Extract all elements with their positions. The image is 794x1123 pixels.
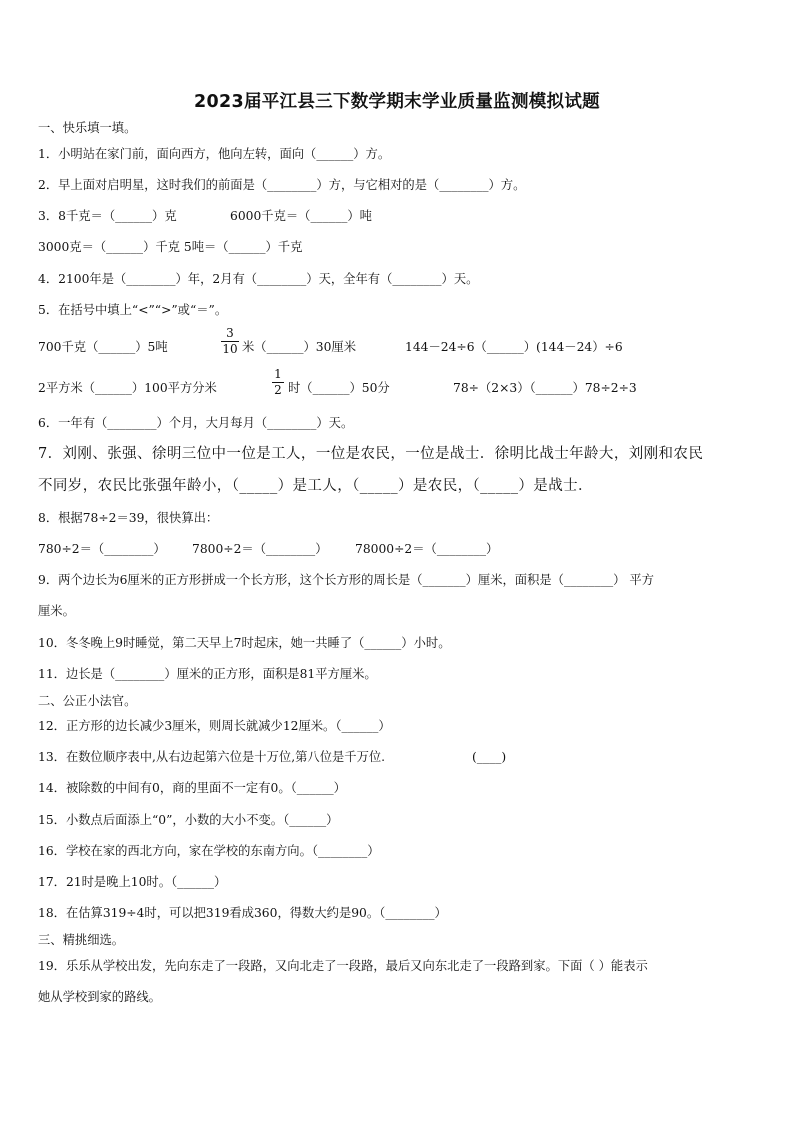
q5-row1-a: 700千克（______）5吨 xyxy=(38,340,168,354)
page-title: 2023届平江县三下数学期末学业质量监测模拟试题 xyxy=(194,92,600,112)
fraction-1-2 xyxy=(272,368,284,397)
question-1: 1．小明站在家门前，面向西方，他向左转，面向（______）方。 xyxy=(38,147,391,161)
q5-row1-c: 144－24÷6（______）(144－24）÷6 xyxy=(405,340,623,354)
question-14: 14．被除数的中间有0，商的里面不一定有0。（______） xyxy=(38,781,346,795)
question-8: 8．根据78÷2＝39，很快算出： xyxy=(38,511,219,525)
question-7-line2: 不同岁，农民比张强年龄小，（_____）是工人，（_____）是农民，（_____）是战士． xyxy=(38,478,593,494)
question-18: 18．在估算319÷4时，可以把319看成360，得数大约是90。（________） xyxy=(38,906,447,920)
question-17: 17．21时是晚上10时。（______） xyxy=(38,875,227,889)
q5-row2-c: 78÷（2×3）（______）78÷2÷3 xyxy=(453,381,637,395)
question-6: 6．一年有（________）个月，大月每月（________）天。 xyxy=(38,416,354,430)
q8-part-a: 780÷2＝（________） xyxy=(38,542,166,556)
question-2: 2．早上面对启明星，这时我们的前面是（________）方，与它相对的是（________）方。 xyxy=(38,178,526,192)
fraction-numerator: 1 xyxy=(274,367,282,381)
section-heading-3: 三、精挑细选。 xyxy=(38,933,125,947)
section-heading-2: 二、公正小法官。 xyxy=(38,694,137,708)
question-4: 4．2100年是（________）年，2月有（________）天，全年有（________）天。 xyxy=(38,272,479,286)
question-9-line2: 厘米。 xyxy=(38,604,75,618)
question-15: 15．小数点后面添上“0”，小数的大小不变。（______） xyxy=(38,813,339,827)
question-7-line1: 7．刘刚、张强、徐明三位中一位是工人，一位是农民，一位是战士．徐明比战士年龄大，刘刚和农民 xyxy=(38,446,704,462)
question-10: 10．冬冬晚上9时睡觉，第二天早上7时起床，她一共睡了（______）小时。 xyxy=(38,636,451,650)
section-heading-1: 一、快乐填一填。 xyxy=(38,121,137,135)
q5-row2-b: 时（______）50分 xyxy=(288,381,390,395)
question-16: 16．学校在家的西北方向，家在学校的东南方向。（________） xyxy=(38,844,380,858)
question-3-part-c: 3000克＝（______）千克 5吨＝（______）千克 xyxy=(38,240,303,254)
question-9-line1: 9．两个边长为6厘米的正方形拼成一个长方形，这个长方形的周长是（_______）厘米，面积是（________） 平方 xyxy=(38,573,654,587)
q8-part-b: 7800÷2＝（________） xyxy=(192,542,328,556)
question-12: 12．正方形的边长减少3厘米，则周长就减少12厘米。（______） xyxy=(38,719,391,733)
question-11: 11．边长是（________）厘米的正方形，面积是81平方厘米。 xyxy=(38,667,377,681)
question-19-line2: 她从学校到家的路线。 xyxy=(38,990,161,1004)
question-19-line1: 19．乐乐从学校出发，先向东走了一段路，又向北走了一段路，最后又向东北走了一段路到家。下面（ ）能表示 xyxy=(38,959,648,973)
q8-part-c: 78000÷2＝（________） xyxy=(355,542,499,556)
q5-row1-b: 米（______）30厘米 xyxy=(242,340,357,354)
fraction-denominator: 2 xyxy=(274,383,282,397)
q5-row2-a: 2平方米（______）100平方分米 xyxy=(38,381,217,395)
question-5: 5．在括号中填上“<”“>”或“＝”。 xyxy=(38,303,228,317)
question-3-part-a: 3．8千克＝（______）克 xyxy=(38,209,177,223)
question-13: 13．在数位顺序表中,从右边起第六位是十万位,第八位是千万位. xyxy=(38,750,386,764)
fraction-numerator: 3 xyxy=(226,326,234,340)
fraction-denominator: 10 xyxy=(222,342,238,356)
question-13-answer-blank: (____) xyxy=(472,750,507,764)
question-3-part-b: 6000千克＝（______）吨 xyxy=(230,209,372,223)
fraction-3-10 xyxy=(221,327,239,356)
